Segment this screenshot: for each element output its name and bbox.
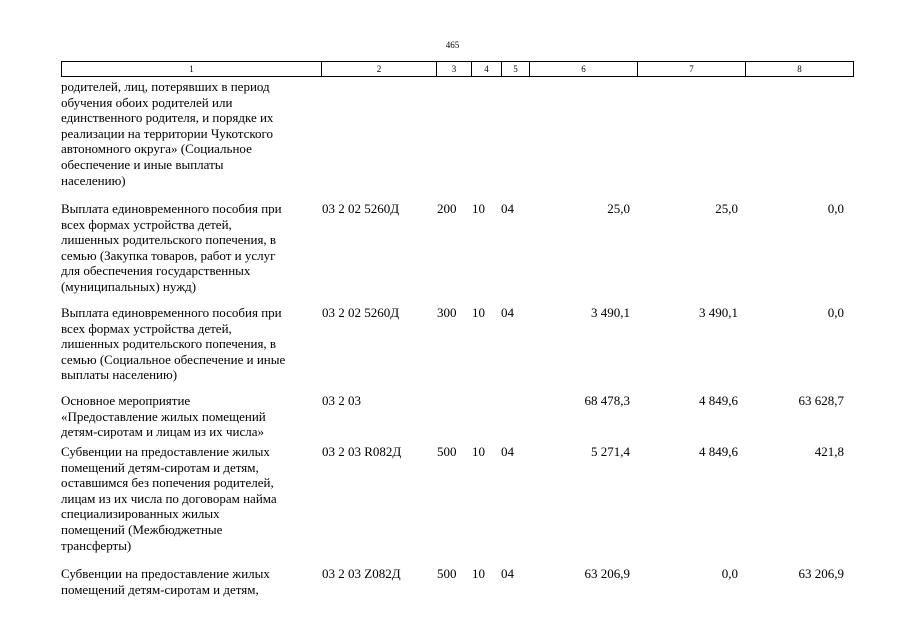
amount-col8: 63 206,9 xyxy=(798,566,844,581)
amount-col8: 0,0 xyxy=(827,305,844,320)
section-code: 10 xyxy=(472,444,485,459)
column-header-6: 6 xyxy=(530,62,638,77)
subsection-code: 04 xyxy=(501,305,514,320)
page-number: 465 xyxy=(445,40,460,50)
subsection-code: 04 xyxy=(501,566,514,581)
section-code: 10 xyxy=(472,566,485,581)
expense-type: 300 xyxy=(437,305,457,320)
target-code: 03 2 02 5260Д xyxy=(322,305,400,320)
amount-total: 5 271,4 xyxy=(591,444,630,459)
subsection-code: 04 xyxy=(501,444,514,459)
target-code: 03 2 03 xyxy=(322,393,361,408)
amount-col7: 25,0 xyxy=(715,201,738,216)
target-code: 03 2 02 5260Д xyxy=(322,201,400,216)
row-description: родителей, лиц, потерявших в период обучения обоих родителей или единственного родителя, и порядке их реализации на территории Чукотского автономного округа» (Социальное обеспечение и иные выплаты населению) xyxy=(61,79,274,188)
amount-total: 68 478,3 xyxy=(584,393,630,408)
amount-total: 63 206,9 xyxy=(584,566,630,581)
amount-total: 3 490,1 xyxy=(591,305,630,320)
row-description: Субвенции на предоставление жилых помещений детям-сиротам и детям, xyxy=(61,566,270,597)
column-header-5: 5 xyxy=(502,62,530,77)
amount-total: 25,0 xyxy=(607,201,630,216)
amount-col8: 63 628,7 xyxy=(798,393,844,408)
amount-col7: 4 849,6 xyxy=(699,393,738,408)
section-code: 10 xyxy=(472,305,485,320)
expense-type: 500 xyxy=(437,444,457,459)
expense-type: 500 xyxy=(437,566,457,581)
column-header-3: 3 xyxy=(437,62,472,77)
target-code: 03 2 03 R082Д xyxy=(322,444,402,459)
amount-col7: 3 490,1 xyxy=(699,305,738,320)
amount-col7: 4 849,6 xyxy=(699,444,738,459)
row-description: Субвенции на предоставление жилых помещений детям-сиротам и детям, оставшимся без попечения родителей, лицам из их числа по договорам найма специализированных жилых помещений (Межбюджетные трансферты) xyxy=(61,444,277,553)
amount-col8: 421,8 xyxy=(814,444,844,459)
row-description: Выплата единовременного пособия при всех формах устройства детей, лишенных родительского попечения, в семью (Социальное обеспечение и иные выплаты населению) xyxy=(61,305,286,383)
amount-col7: 0,0 xyxy=(721,566,738,581)
expense-type: 200 xyxy=(437,201,457,216)
amount-col8: 0,0 xyxy=(827,201,844,216)
column-header-7: 7 xyxy=(638,62,746,77)
column-header-2: 2 xyxy=(322,62,437,77)
row-description: Основное мероприятие «Предоставление жилых помещений детям-сиротам и лицам из их числа» xyxy=(61,393,266,440)
section-code: 10 xyxy=(472,201,485,216)
row-description: Выплата единовременного пособия при всех формах устройства детей, лишенных родительского попечения, в семью (Закупка товаров, работ и услуг для обеспечения государственных (муниципальных) нужд) xyxy=(61,201,282,294)
column-header-1: 1 xyxy=(62,62,322,77)
column-header-4: 4 xyxy=(472,62,502,77)
subsection-code: 04 xyxy=(501,201,514,216)
column-header-8: 8 xyxy=(746,62,854,77)
target-code: 03 2 03 Z082Д xyxy=(322,566,401,581)
